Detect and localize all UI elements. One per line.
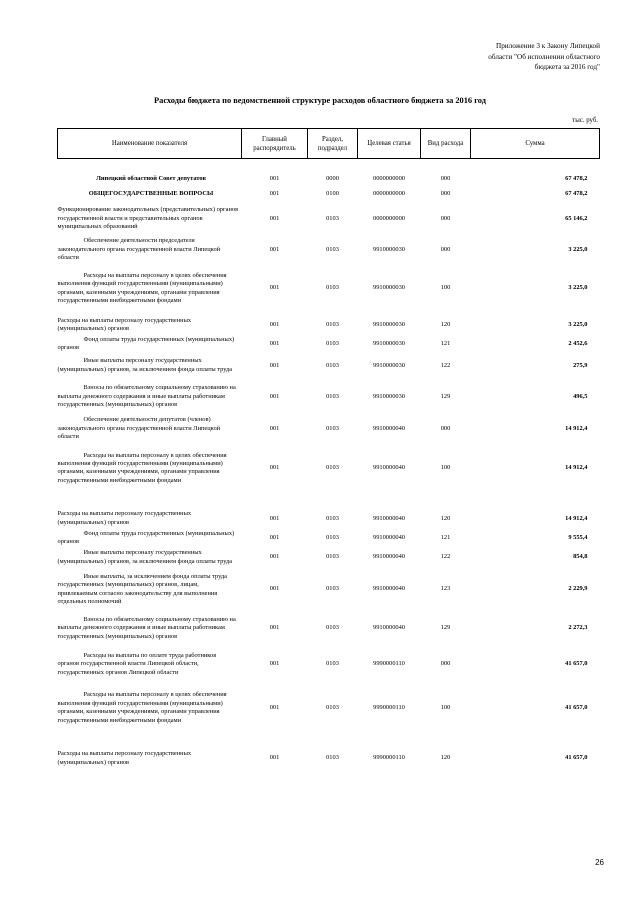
header-target: Целевая статья <box>358 129 421 159</box>
row-main-manager: 001 <box>269 660 280 668</box>
row-section: 0103 <box>326 320 339 328</box>
row-main-manager: 001 <box>269 392 280 400</box>
table-row <box>58 379 600 415</box>
spacer-row <box>58 159 600 172</box>
row-amount: 14 912,4 <box>565 514 588 522</box>
row-expense-type: 121 <box>440 340 451 348</box>
row-main-manager: 001 <box>269 284 280 292</box>
row-target: 9910000030 <box>373 245 405 253</box>
row-expense-type: 100 <box>440 464 451 472</box>
row-name: Фонд оплаты труда государственных (муниципальных) органов <box>57 529 235 546</box>
table-row <box>58 443 600 494</box>
row-name: Иные выплаты персоналу государственных (муниципальных) органов, за исключением фонда оплаты труда <box>57 549 233 565</box>
row-main-manager: 001 <box>269 189 280 197</box>
row-amount: 14 912,4 <box>565 464 588 472</box>
row-section: 0103 <box>326 361 339 369</box>
row-expense-type: 120 <box>440 514 451 522</box>
row-section: 0103 <box>326 340 339 348</box>
row-section: 0103 <box>326 464 339 472</box>
page-number: 26 <box>595 858 604 867</box>
table-row <box>58 314 600 336</box>
row-target: 9910000040 <box>373 464 405 472</box>
row-amount: 67 478,2 <box>565 189 588 197</box>
table-row <box>58 647 600 683</box>
appendix-note <box>420 41 600 73</box>
row-section: 0103 <box>326 754 339 762</box>
row-target: 0000000000 <box>373 189 405 197</box>
row-amount: 3 225,0 <box>568 245 588 253</box>
row-section: 0103 <box>326 392 339 400</box>
row-main-manager: 001 <box>269 320 280 328</box>
table-row <box>58 237 600 263</box>
row-section: 0103 <box>326 585 339 593</box>
row-amount: 14 912,4 <box>565 424 588 432</box>
row-name: Расходы на выплаты персоналу в целях обеспечения выполнения функций государственными (муниципальными) органами, казенными учреждениями, органами управления государственными внебюджетными фондами <box>57 271 227 304</box>
row-section: 0103 <box>326 245 339 253</box>
header-amount: Сумма <box>471 129 600 159</box>
row-main-manager: 001 <box>269 703 280 711</box>
row-target: 9910000040 <box>373 585 405 593</box>
row-name: Взносы по обязательному социальному страхованию на выплаты денежного содержания и иные выплаты работникам государственных (муниципальных) органов <box>57 384 236 409</box>
row-main-manager: 001 <box>269 553 280 561</box>
row-name: ОБЩЕГОСУДАРСТВЕННЫЕ ВОПРОСЫ <box>88 189 214 197</box>
row-section: 0103 <box>326 624 339 632</box>
row-amount: 41 657,0 <box>565 754 588 762</box>
row-amount: 2 229,9 <box>568 585 588 593</box>
units-label: тыс. руб. <box>572 117 598 124</box>
row-expense-type: 120 <box>440 320 451 328</box>
row-section: 0103 <box>326 424 339 432</box>
row-expense-type: 000 <box>440 245 451 253</box>
table-row <box>58 353 600 379</box>
row-amount: 41 657,0 <box>565 660 588 668</box>
row-amount: 67 478,2 <box>565 174 588 182</box>
row-section: 0103 <box>326 514 339 522</box>
row-target: 9910000040 <box>373 624 405 632</box>
row-amount: 65 146,2 <box>565 214 588 222</box>
table-row <box>58 263 600 314</box>
row-target: 0000000000 <box>373 174 405 182</box>
row-expense-type: 000 <box>440 660 451 668</box>
table-row <box>58 336 600 353</box>
row-name: Иные выплаты персоналу государственных (муниципальных) органов, за исключением фонда оплаты труда <box>57 357 233 373</box>
row-main-manager: 001 <box>269 514 280 522</box>
table-row <box>58 569 600 611</box>
row-name: Расходы на выплаты персоналу государственных (муниципальных) органов <box>57 316 192 332</box>
row-section: 0103 <box>326 284 339 292</box>
header-main-manager: Главный распорядитель <box>242 129 308 159</box>
appendix-line-3: бюджета за 2016 год" <box>534 63 600 71</box>
row-expense-type: 122 <box>440 361 451 369</box>
row-name: Расходы на выплаты персоналу в целях обеспечения выполнения функций государственными (муниципальными) органами, казенными учреждениями, органами управления государственными внебюджетными фондами <box>57 691 227 724</box>
row-target: 9910000030 <box>373 340 405 348</box>
row-section: 0100 <box>326 189 339 197</box>
row-amount: 2 272,3 <box>568 624 588 632</box>
row-name: Расходы на выплаты персоналу государственных (муниципальных) органов <box>57 510 192 526</box>
header-section: Раздел, подраздел <box>308 129 358 159</box>
row-name: Функционирование законодательных (представительных) органов государственной власти и представительных органов муниципальных образований <box>57 206 239 231</box>
row-name: Обеспечение деятельности депутатов (членов) законодательного органа государственной власти Липецкой области <box>57 416 221 441</box>
row-name: Расходы на выплаты по оплате труда работников органов государственной власти Липецкой области, государственных органов Липецкой области <box>57 652 217 676</box>
row-name: Взносы по обязательному социальному страхованию на выплаты денежного содержания и иные выплаты работникам государственных (муниципальных) органов <box>57 616 236 640</box>
table-row <box>58 611 600 647</box>
row-name: Фонд оплаты труда государственных (муниципальных) органов <box>57 336 235 352</box>
table-row <box>58 508 600 530</box>
row-section: 0000 <box>326 174 339 182</box>
header-expense-type: Вид расхода <box>421 129 471 159</box>
row-expense-type: 123 <box>440 585 451 593</box>
header-name: Наименование показателя <box>58 129 242 159</box>
table-row <box>58 530 600 547</box>
row-name: Расходы на выплаты персоналу государственных (муниципальных) органов <box>57 750 192 766</box>
row-main-manager: 001 <box>269 361 280 369</box>
row-amount: 854,8 <box>573 553 588 561</box>
row-target: 9910000040 <box>373 514 405 522</box>
row-main-manager: 001 <box>269 214 280 222</box>
table-row <box>58 547 600 569</box>
row-name: Расходы на выплаты персоналу в целях обеспечения выполнения функций государственными (муниципальными) органами, казенными учреждениями, органами управления государственными внебюджетными фондами <box>57 451 227 484</box>
appendix-line-2: области "Об исполнении областного <box>488 52 600 61</box>
row-target: 9910000030 <box>373 320 405 328</box>
row-target: 9910000030 <box>373 392 405 400</box>
row-expense-type: 121 <box>440 534 451 542</box>
row-expense-type: 000 <box>440 174 451 182</box>
row-target: 9910000040 <box>373 534 405 542</box>
row-target: 9910000030 <box>373 284 405 292</box>
table-row <box>58 187 600 201</box>
row-name: Иные выплаты, за исключением фонда оплаты труда государственных (муниципальных) органов, лицам, привлекаемым согласно законодательству для выполнения отдельных полномочий <box>57 572 228 606</box>
row-expense-type: 120 <box>440 754 451 762</box>
row-target: 9990000110 <box>373 660 405 668</box>
row-amount: 9 555,4 <box>568 534 588 542</box>
table-row <box>58 748 600 770</box>
spacer-row <box>58 734 600 748</box>
row-main-manager: 001 <box>269 245 280 253</box>
row-main-manager: 001 <box>269 585 280 593</box>
row-section: 0103 <box>326 534 339 542</box>
row-main-manager: 001 <box>269 464 280 472</box>
table-row <box>58 171 600 187</box>
row-section: 0103 <box>326 214 339 222</box>
row-amount: 275,9 <box>573 361 588 369</box>
table-row <box>58 683 600 734</box>
row-target: 9910000030 <box>373 361 405 369</box>
row-amount: 3 225,0 <box>568 320 588 328</box>
row-amount: 496,5 <box>573 392 588 400</box>
row-main-manager: 001 <box>269 424 280 432</box>
table-row <box>58 201 600 237</box>
row-target: 9990000110 <box>373 754 405 762</box>
row-main-manager: 001 <box>269 534 280 542</box>
row-expense-type: 000 <box>440 189 451 197</box>
row-section: 0103 <box>326 703 339 711</box>
row-expense-type: 129 <box>440 624 451 632</box>
row-target: 9990000110 <box>373 703 405 711</box>
row-section: 0103 <box>326 553 339 561</box>
row-expense-type: 129 <box>440 392 451 400</box>
row-amount: 3 225,0 <box>568 284 588 292</box>
row-expense-type: 122 <box>440 553 451 561</box>
row-amount: 41 657,0 <box>565 703 588 711</box>
row-expense-type: 100 <box>440 284 451 292</box>
row-target: 9910000040 <box>373 553 405 561</box>
row-main-manager: 001 <box>269 624 280 632</box>
row-name: Липецкий областной Совет депутатов <box>96 174 206 182</box>
appendix-line-1: Приложение 3 к Закону Липецкой <box>496 42 600 50</box>
row-expense-type: 000 <box>440 424 451 432</box>
document-title: Расходы бюджета по ведомственной структуре расходов областного бюджета за 2016 год <box>154 96 486 105</box>
budget-table <box>57 128 600 770</box>
row-name: Обеспечение деятельности председателя законодательного органа государственной власти Липецкой области <box>57 237 221 262</box>
table-header-row <box>58 129 600 159</box>
row-amount: 2 452,6 <box>568 340 588 348</box>
row-main-manager: 001 <box>269 340 280 348</box>
table-row <box>58 415 600 443</box>
row-section: 0103 <box>326 660 339 668</box>
row-main-manager: 001 <box>269 174 280 182</box>
row-target: 0000000000 <box>373 214 405 222</box>
row-main-manager: 001 <box>269 754 280 762</box>
row-expense-type: 100 <box>440 703 451 711</box>
row-target: 9910000040 <box>373 424 405 432</box>
spacer-row <box>58 494 600 508</box>
row-expense-type: 000 <box>440 214 451 222</box>
